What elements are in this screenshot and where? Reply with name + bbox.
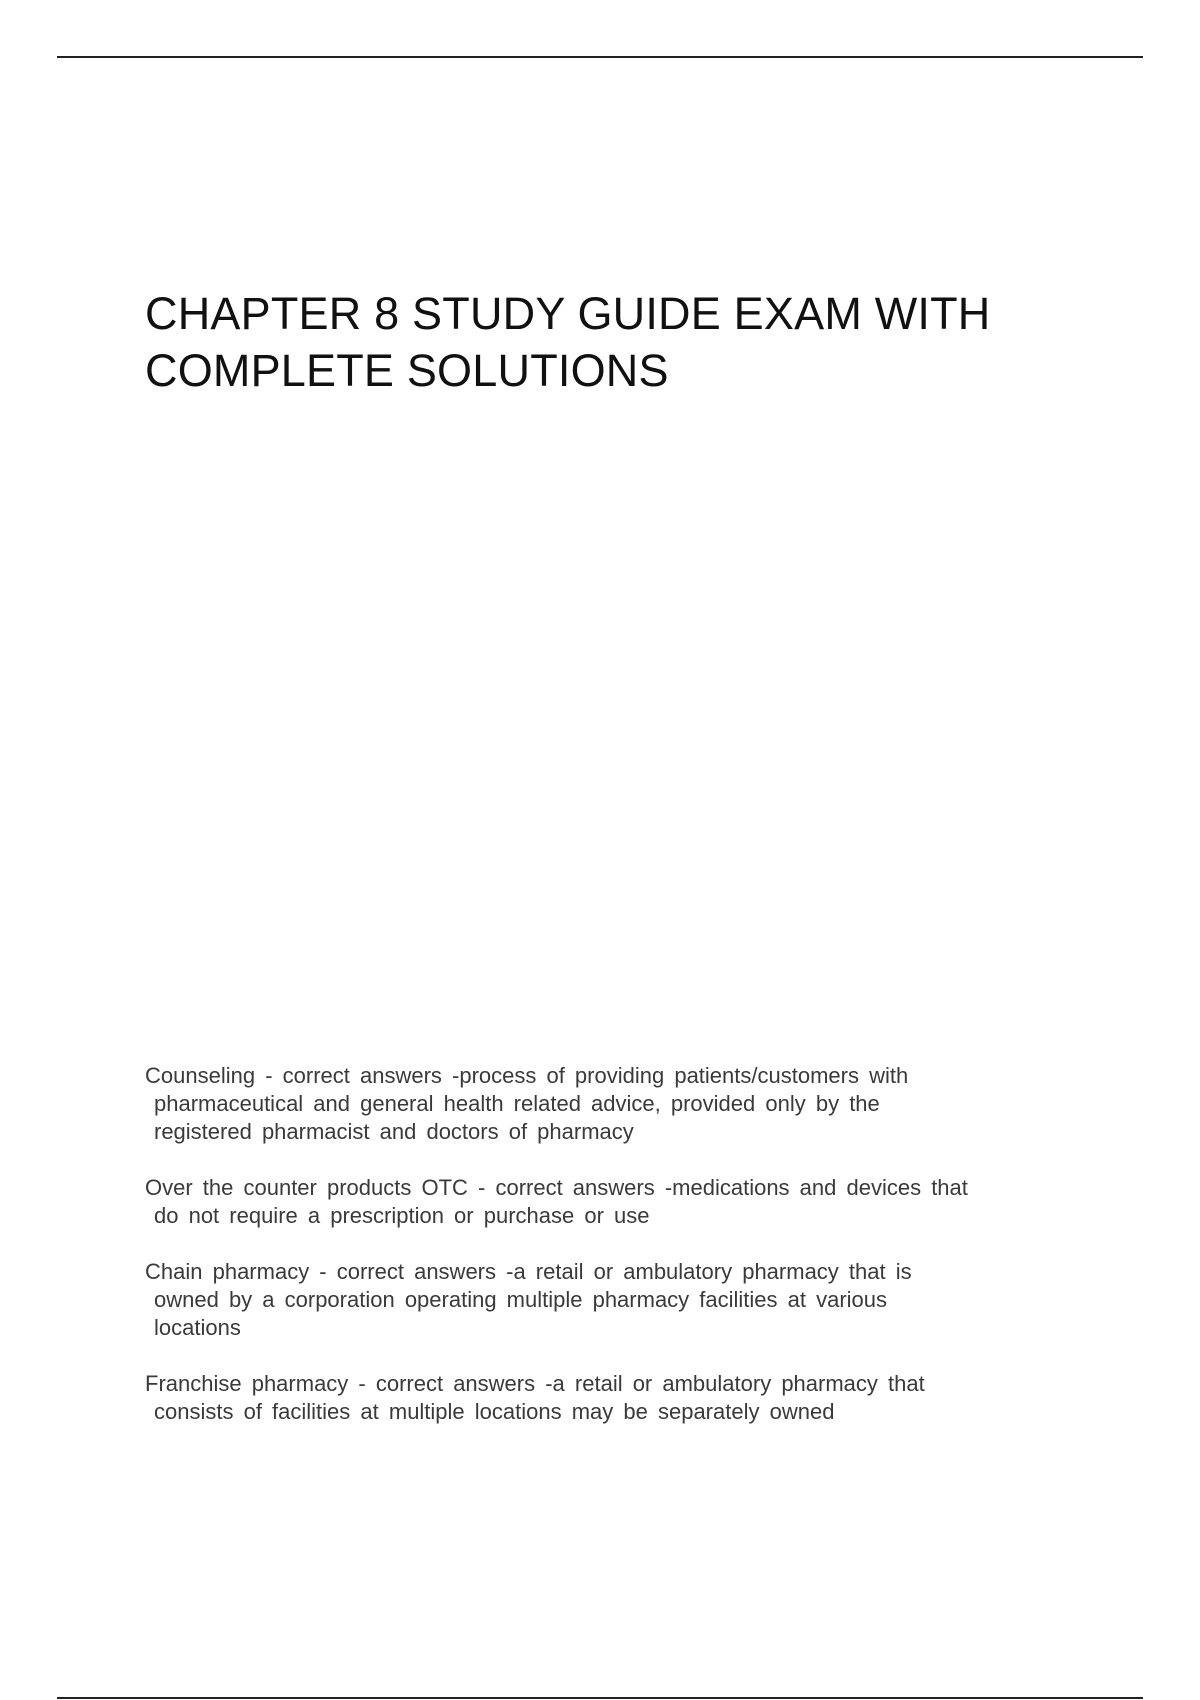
- qa-entry-chain-pharmacy: [145, 1258, 1095, 1370]
- document-title: [145, 285, 1105, 399]
- qa-entry-line: consists of facilities at multiple locations may be separately owned: [154, 1399, 835, 1424]
- qa-entry-line: Counseling - correct answers -process of providing patients/customers with: [145, 1063, 909, 1088]
- qa-entry-franchise-pharmacy: [145, 1370, 1095, 1426]
- qa-entry-counseling: [145, 1062, 1095, 1174]
- qa-entry-line: Franchise pharmacy - correct answers -a retail or ambulatory pharmacy that: [145, 1371, 925, 1396]
- qa-entry-otc-products: [145, 1174, 1095, 1258]
- document-title-line-1: CHAPTER 8 STUDY GUIDE EXAM WITH: [145, 288, 991, 339]
- page-bottom-rule: [57, 1697, 1143, 1699]
- qa-entry-line: do not require a prescription or purchase or use: [154, 1203, 650, 1228]
- qa-entries: [145, 1062, 1095, 1426]
- qa-entry-line: pharmaceutical and general health related advice, provided only by the: [154, 1091, 880, 1116]
- document-title-line-2: COMPLETE SOLUTIONS: [145, 345, 669, 396]
- qa-entry-line: registered pharmacist and doctors of pharmacy: [154, 1119, 634, 1144]
- qa-entry-line: owned by a corporation operating multiple pharmacy facilities at various: [154, 1287, 888, 1312]
- qa-entry-line: locations: [154, 1315, 241, 1340]
- qa-entry-line: Chain pharmacy - correct answers -a retail or ambulatory pharmacy that is: [145, 1259, 912, 1284]
- page-top-rule: [57, 56, 1143, 58]
- qa-entry-line: Over the counter products OTC - correct answers -medications and devices that: [145, 1175, 968, 1200]
